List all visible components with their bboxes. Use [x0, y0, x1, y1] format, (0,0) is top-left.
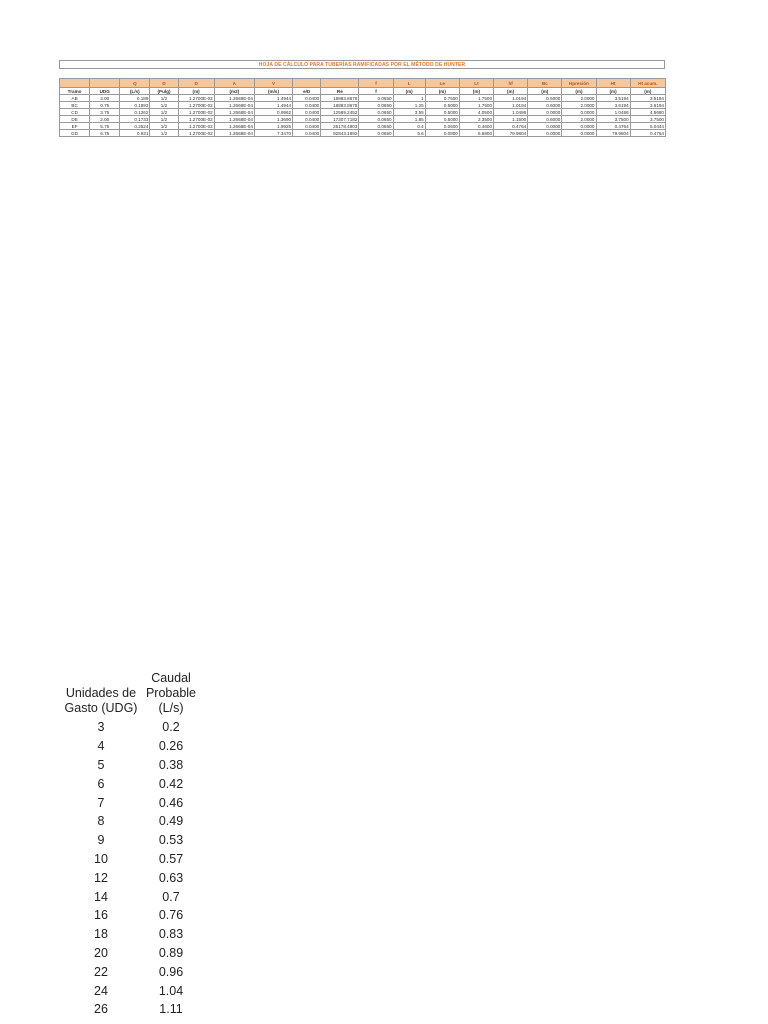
udg-value: 24 [94, 983, 108, 998]
table-cell: 5.6800 [459, 130, 493, 137]
table-cell: 0.5000 [425, 102, 459, 109]
list-item [60, 850, 210, 869]
table-cell: 0.0650 [359, 130, 393, 137]
table-cell: 7.3470 [254, 130, 292, 137]
table-cell: 92843.1892 [321, 130, 359, 137]
udg-table-header [60, 671, 210, 716]
table-cell: 3.55 [393, 109, 425, 116]
table-row [60, 123, 666, 130]
table-cell: 5.75 [90, 123, 120, 130]
table-cell: 0.0600 [425, 123, 459, 130]
table-cell: 12589.2452 [321, 109, 359, 116]
table-cell: 1.2668E-04 [214, 116, 254, 123]
table-cell: 0.4764 [596, 123, 630, 130]
table-cell: 0.0400 [293, 130, 321, 137]
table-cell: 3.6194 [630, 102, 665, 109]
caudal-value: 0.76 [158, 908, 184, 923]
table-cell: 1/2 [150, 109, 178, 116]
table-cell: 0.0650 [359, 109, 393, 116]
table-cell: DE [60, 116, 90, 123]
header-cell: Q [120, 79, 150, 88]
table-cell: 0.0000 [562, 123, 596, 130]
table-cell: 3.75 [90, 109, 120, 116]
table-cell: 2.0000 [562, 102, 596, 109]
table-cell: 2.00 [90, 116, 120, 123]
table-cell: 1.3690 [254, 116, 292, 123]
header-label: (m) [494, 88, 528, 95]
caudal-value: 1.11 [159, 1002, 183, 1017]
table-cell: 3.00 [90, 95, 120, 102]
header-label: (m) [425, 88, 459, 95]
caudal-value: 1.04 [158, 983, 184, 998]
table-cell: 0.9962 [254, 109, 292, 116]
table-cell: 18883.8678 [321, 95, 359, 102]
table-cell: 2.3500 [459, 116, 493, 123]
caudal-value: 0.46 [158, 795, 184, 810]
caudal-value: 0.89 [158, 945, 184, 960]
udg-value: 22 [94, 964, 108, 979]
table-cell: 3.6194 [596, 102, 630, 109]
table-cell: 0.189 [120, 95, 150, 102]
table-cell: AB [60, 95, 90, 102]
table-cell: 1/2 [150, 95, 178, 102]
caudal-value: 0.53 [158, 833, 184, 848]
header-label: Tramo [60, 88, 90, 95]
udg-table [60, 671, 210, 1019]
table-cell: 0.0000 [528, 123, 562, 130]
udg-value: 7 [97, 795, 105, 810]
udg-value: 10 [94, 851, 108, 866]
list-item [60, 887, 210, 906]
table-cell: 0.0400 [293, 109, 321, 116]
table-cell: 0.0000 [562, 109, 596, 116]
header-cell: Le [425, 79, 459, 88]
header-label: (m2) [214, 88, 254, 95]
table-cell: 1.85 [393, 116, 425, 123]
table-cell: 0.0000 [528, 109, 562, 116]
list-item [60, 868, 210, 887]
table-cell: 0.0400 [293, 102, 321, 109]
table-cell: 1.2700E-02 [178, 109, 214, 116]
header-cell: D [150, 79, 178, 88]
udg-value: 3 [97, 720, 105, 735]
header-cell: V [254, 79, 292, 88]
header-label: UDG [90, 88, 120, 95]
list-item [60, 925, 210, 944]
table-cell: 1.2668E-04 [214, 123, 254, 130]
header-label: (m) [393, 88, 425, 95]
table-cell: 1/2 [150, 130, 178, 137]
table-cell: 0.4764 [630, 130, 665, 137]
udg-value: 8 [97, 814, 105, 829]
table-cell: 1/2 [150, 123, 178, 130]
table-cell: 3.5194 [596, 95, 630, 102]
table-row [60, 95, 666, 102]
caudal-value: 0.7 [162, 889, 180, 904]
udg-value: 26 [94, 1002, 108, 1017]
header-label: (L/s) [120, 88, 150, 95]
table-cell: 3.5194 [630, 95, 665, 102]
table-cell: CD [60, 109, 90, 116]
table-cell: 1.7500 [459, 95, 493, 102]
table-cell: 0.0000 [528, 130, 562, 137]
list-item [60, 774, 210, 793]
table-cell: 0.0800 [425, 130, 459, 137]
header-cell: D [178, 79, 214, 88]
caudal-value: 0.96 [158, 964, 184, 979]
table-cell: 3.7500 [596, 116, 630, 123]
list-item [60, 756, 210, 775]
udg-header: Unidades de Gasto (UDG) [64, 686, 138, 715]
caudal-value: 0.2 [162, 720, 180, 735]
header-cell: Ht [596, 79, 630, 88]
table-cell: 79.9804 [596, 130, 630, 137]
header-label: (m) [630, 88, 665, 95]
table-cell: 1 [393, 95, 425, 102]
table-cell: 0.75 [90, 102, 120, 109]
table-cell: 0.2524 [120, 123, 150, 130]
table-cell: BC [60, 102, 90, 109]
udg-table-body [60, 718, 210, 1019]
udg-value: 12 [94, 870, 108, 885]
table-cell: 2.0000 [562, 95, 596, 102]
header-cell [321, 79, 359, 88]
table-cell: 4.5680 [630, 109, 665, 116]
udg-value: 20 [94, 945, 108, 960]
header-label: (m) [596, 88, 630, 95]
table-cell: 3.7500 [630, 116, 665, 123]
table-cell: 1.0486 [494, 109, 528, 116]
caudal-value: 0.83 [158, 927, 184, 942]
list-item [60, 981, 210, 1000]
header-cell: Hpresión [562, 79, 596, 88]
header-cell [60, 79, 90, 88]
table-cell: 17307.7182 [321, 116, 359, 123]
table-cell: 2.0000 [562, 116, 596, 123]
table-cell: 18883.8678 [321, 102, 359, 109]
table-cell: 6.75 [90, 130, 120, 137]
table-cell: 0.0650 [359, 116, 393, 123]
table-cell: 5.6 [393, 130, 425, 137]
table-cell: 0.4600 [459, 123, 493, 130]
calc-table [59, 78, 666, 137]
header-cell: Lt [459, 79, 493, 88]
table-cell: 0.1733 [120, 116, 150, 123]
caudal-value: 0.26 [158, 739, 184, 754]
table-cell: 0.0400 [293, 123, 321, 130]
udg-value: 14 [94, 889, 108, 904]
table-cell: 1.4944 [254, 102, 292, 109]
table-cell: 0.4764 [494, 123, 528, 130]
table-cell: 0.6000 [528, 116, 562, 123]
table-cell: 1.2700E-02 [178, 123, 214, 130]
header-cell [90, 79, 120, 88]
table-cell: 0.4 [393, 123, 425, 130]
header-cell: Bc [528, 79, 562, 88]
list-item [60, 962, 210, 981]
table-cell: 25178.4903 [321, 123, 359, 130]
table-cell: 1.2668E-04 [214, 109, 254, 116]
table-cell: 4.0500 [459, 109, 493, 116]
udg-value: 18 [94, 927, 108, 942]
table-cell: 0.931 [120, 130, 150, 137]
header-cell: hf [494, 79, 528, 88]
header-label: e/D [293, 88, 321, 95]
table-row [60, 116, 666, 123]
table-cell: 79.9804 [494, 130, 528, 137]
header-row-units [60, 79, 666, 88]
table-cell: 0.1893 [120, 102, 150, 109]
caudal-value: 0.63 [158, 870, 184, 885]
caudal-value: 0.49 [158, 814, 184, 829]
header-label: (m/s) [254, 88, 292, 95]
header-row-labels [60, 88, 666, 95]
table-cell: 0.0400 [293, 95, 321, 102]
header-label: (m) [528, 88, 562, 95]
table-cell: 1.7500 [459, 102, 493, 109]
header-label: Re [321, 88, 359, 95]
list-item [60, 812, 210, 831]
header-label: (m) [178, 88, 214, 95]
udg-value: 5 [97, 757, 105, 772]
table-cell: 0.0400 [293, 116, 321, 123]
table-cell: 1.0486 [596, 109, 630, 116]
table-cell: 1.2700E-02 [178, 116, 214, 123]
table-row [60, 102, 666, 109]
list-item [60, 793, 210, 812]
caudal-header: Caudal Probable (L/s) [145, 671, 197, 715]
table-cell: 0.6000 [528, 102, 562, 109]
caudal-value: 0.57 [158, 851, 184, 866]
table-cell: 1.25 [393, 102, 425, 109]
table-cell: 1/2 [150, 102, 178, 109]
table-cell: 1.4944 [254, 95, 292, 102]
table-cell: 0.7500 [425, 95, 459, 102]
caudal-value: 0.38 [158, 757, 184, 772]
list-item [60, 944, 210, 963]
table-cell: 1.2668E-04 [214, 95, 254, 102]
table-cell: 1.0194 [494, 95, 528, 102]
table-cell: 1.9925 [254, 123, 292, 130]
table-cell: 0.5000 [425, 116, 459, 123]
list-item [60, 1000, 210, 1019]
table-cell: 0.0650 [359, 95, 393, 102]
table-cell: 1.2668E-04 [214, 130, 254, 137]
header-cell: f [359, 79, 393, 88]
header-cell: Ht acum. [630, 79, 665, 88]
table-cell: 1.2700E-02 [178, 130, 214, 137]
table-cell: 1.2700E-02 [178, 102, 214, 109]
table-cell: 5.0444 [630, 123, 665, 130]
table-cell: 1.2700E-02 [178, 95, 214, 102]
header-label: f [359, 88, 393, 95]
udg-value: 6 [97, 776, 105, 791]
table-cell: 0.0650 [359, 123, 393, 130]
table-cell: EF [60, 123, 90, 130]
udg-value: 4 [97, 739, 105, 754]
caudal-value: 0.42 [158, 776, 184, 791]
table-cell: 0.5000 [528, 95, 562, 102]
header-label: (Pulg) [150, 88, 178, 95]
list-item [60, 737, 210, 756]
udg-value: 16 [94, 908, 108, 923]
table-cell: 1.0194 [494, 102, 528, 109]
table-row [60, 130, 666, 137]
header-cell [293, 79, 321, 88]
table-row [60, 109, 666, 116]
list-item [60, 718, 210, 737]
table-cell: 0.0000 [562, 130, 596, 137]
table-cell: 0.1262 [120, 109, 150, 116]
list-item [60, 906, 210, 925]
header-label: (m) [459, 88, 493, 95]
table-cell: 1.1500 [494, 116, 528, 123]
table-cell: GD [60, 130, 90, 137]
table-cell: 1/2 [150, 116, 178, 123]
header-cell: L [393, 79, 425, 88]
table-cell: 1.2668E-04 [214, 102, 254, 109]
table-cell: 0.0650 [359, 102, 393, 109]
sheet-title: HOJA DE CÁLCULO PARA TUBERÍAS RAMIFICADAS POR EL MÉTODO DE HUNTER [59, 60, 665, 69]
header-label: (m) [562, 88, 596, 95]
header-cell: A [214, 79, 254, 88]
table-cell: 0.5000 [425, 109, 459, 116]
udg-value: 9 [97, 833, 105, 848]
list-item [60, 831, 210, 850]
